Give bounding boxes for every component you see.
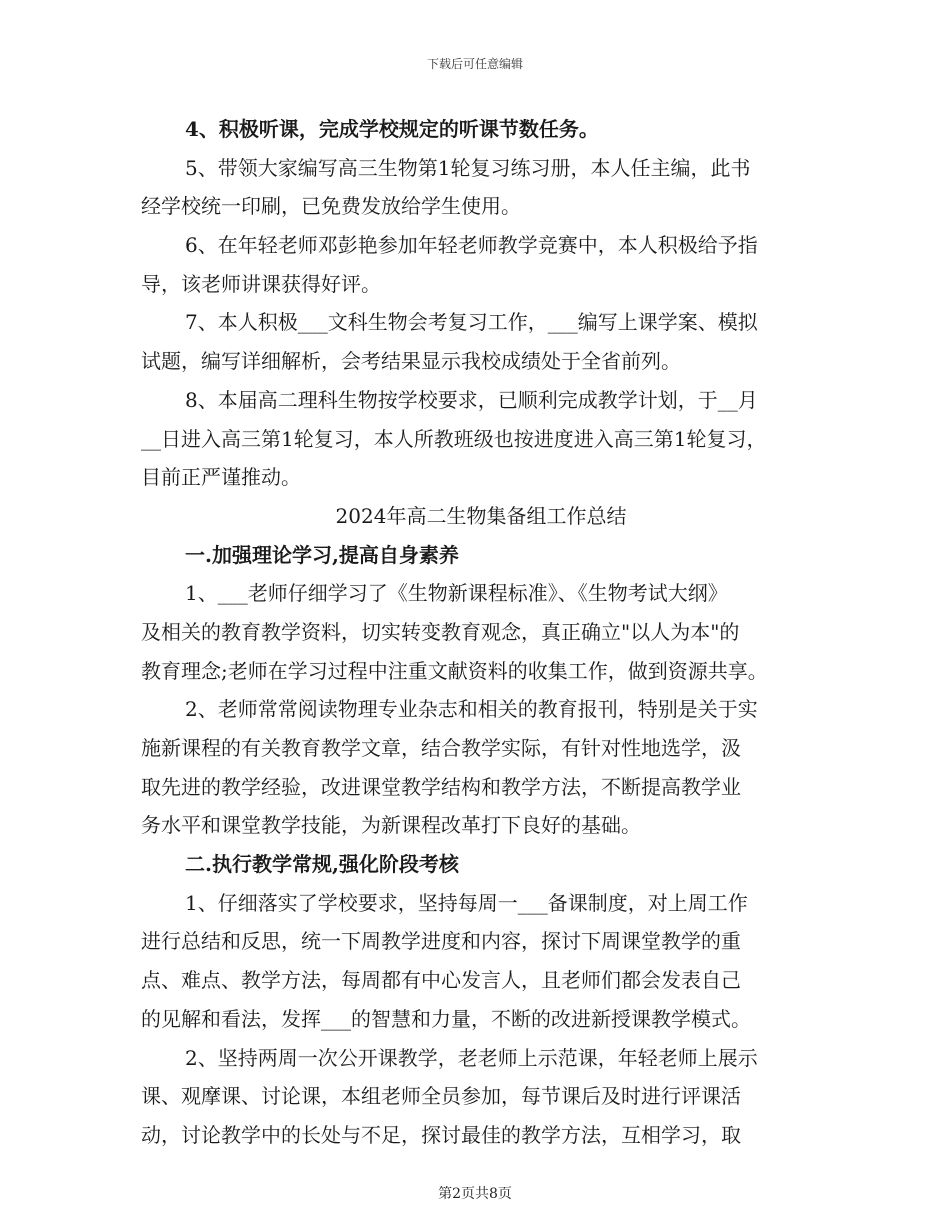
text-line: 进行总结和反思，统一下周教学进度和内容，探讨下周课堂教学的重 (141, 929, 741, 954)
text-line: 1、仔细落实了学校要求，坚持每周一___备课制度，对上周工作 (185, 890, 748, 915)
text-line: 试题，编写详细解析，会考结果显示我校成绩处于全省前列。 (141, 349, 681, 374)
text-line: 课、观摩课、讨论课，本组老师全员参加，每节课后及时进行评课活 (141, 1084, 741, 1109)
text-line: 点、难点、教学方法，每周都有中心发言人，且老师们都会发表自己 (141, 968, 741, 993)
text-line: 动，讨论教学中的长处与不足，探讨最佳的教学方法，互相学习，取 (141, 1122, 741, 1147)
text-line: 1、___老师仔细学习了《生物新课程标准》、《生物考试大纲》 (185, 581, 728, 606)
text-line: 及相关的教育教学资料，切实转变教育观念，真正确立"以人为本"的 (141, 619, 740, 644)
text-line: 目前正严谨推动。 (141, 465, 301, 490)
document-body (141, 110, 821, 1155)
text-line: 4、积极听课，完成学校规定的听课节数任务。 (185, 117, 599, 141)
text-line: 6、在年轻老师邓彭艳参加年轻老师教学竞赛中，本人积极给予指 (185, 233, 758, 258)
section-heading: 一.加强理论学习,提高自身素养 (185, 542, 459, 567)
section-heading: 二.执行教学常规,强化阶段考核 (185, 852, 459, 877)
text-line: 5、带领大家编写高三生物第1轮复习练习册，本人任主编，此书 (185, 155, 751, 180)
text-line: 施新课程的有关教育教学文章，结合教学实际，有针对性地选学，汲 (141, 736, 741, 760)
text-line: 2、坚持两周一次公开课教学，老老师上示范课，年轻老师上展示 (185, 1045, 758, 1070)
text-line: 的见解和看法，发挥___的智慧和力量，不断的改进新授课教学模式。 (141, 1006, 751, 1031)
text-line: 导，该老师讲课获得好评。 (141, 271, 381, 296)
text-line: 教育理念;老师在学习过程中注重文献资料的收集工作，做到资源共享。 (141, 658, 768, 683)
text-line: 8、本届高二理科生物按学校要求，已顺利完成教学计划，于__月 (185, 387, 758, 412)
text-line: 2、老师常常阅读物理专业杂志和相关的教育报刊，特别是关于实 (185, 697, 758, 722)
text-line: __日进入高三第1轮复习，本人所教班级也按进度进入高三第1轮复习， (141, 426, 767, 451)
page-footer: 第2页共8页 (438, 1186, 512, 1202)
text-line: 7、本人积极___文科生物会考复习工作，___编写上课学案、模拟 (185, 310, 758, 335)
section-title: 2024年高二生物集备组工作总结 (335, 503, 627, 528)
text-line: 取先进的教学经验，改进课堂教学结构和教学方法，不断提高教学业 (141, 774, 741, 799)
text-line: 务水平和课堂教学技能，为新课程改革打下良好的基础。 (141, 813, 641, 838)
page-header: 下载后可任意编辑 (426, 57, 523, 71)
text-line: 经学校统一印刷，已免费发放给学生使用。 (141, 194, 521, 219)
